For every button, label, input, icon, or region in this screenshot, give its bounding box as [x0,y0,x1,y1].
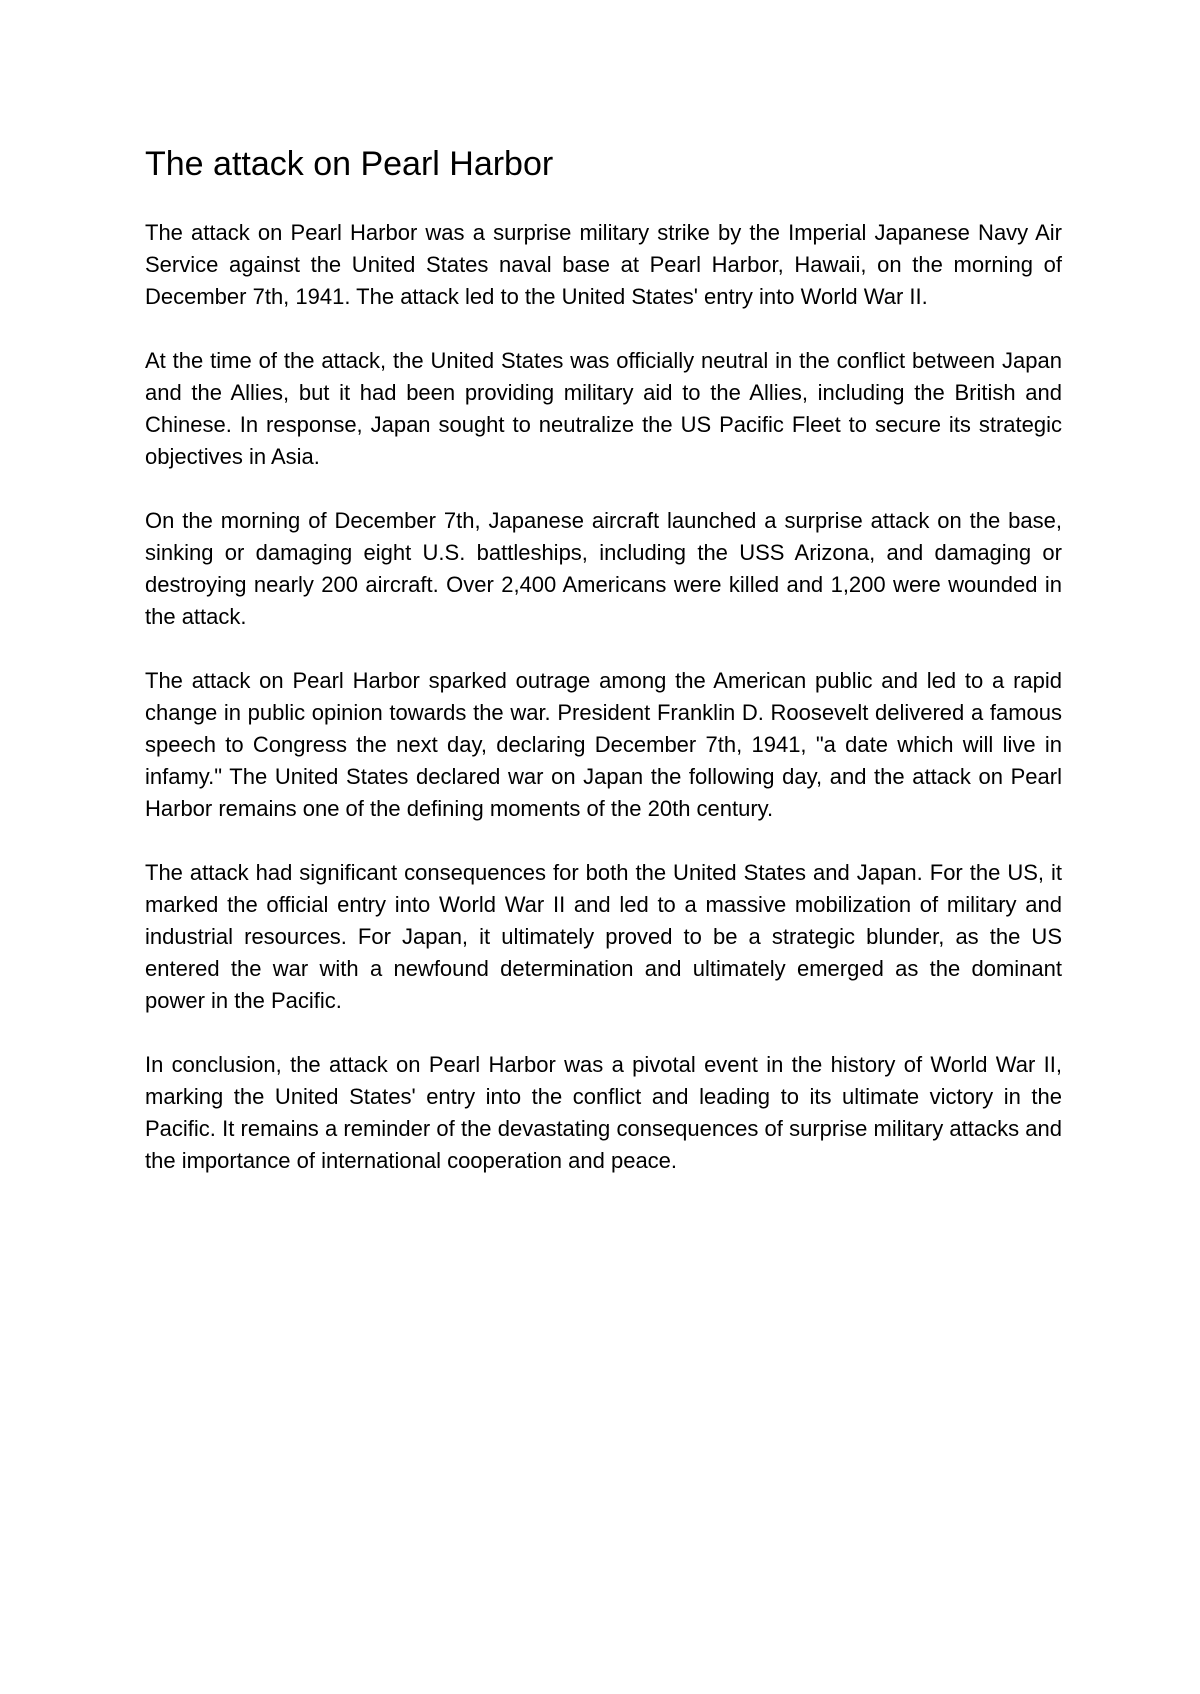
document-title: The attack on Pearl Harbor [145,145,554,183]
paragraph-intro: The attack on Pearl Harbor was a surprise military strike by the Imperial Japanese Navy Air Service against the United States naval base at Pearl Harbor, Hawaii, on the morning of December 7th, 1941. The attack led to the United States' entry into World War II. [145,220,1062,309]
document-body [145,217,1062,1177]
paragraph-conclusion: In conclusion, the attack on Pearl Harbor was a pivotal event in the history of World War II, marking the United States' entry into the conflict and leading to its ultimate victory in the Pacific. It remains a reminder of the devastating consequences of surprise military attacks and the importance of international cooperation and peace. [145,1052,1062,1173]
paragraph-consequences: The attack had significant consequences for both the United States and Japan. For the US, it marked the official entry into World War II and led to a massive mobilization of military and industrial resources. For Japan, it ultimately proved to be a strategic blunder, as the US entered the war with a newfound determination and ultimately emerged as the dominant power in the Pacific. [145,860,1062,1013]
paragraph-background: At the time of the attack, the United States was officially neutral in the conflict between Japan and the Allies, but it had been providing military aid to the Allies, including the British and Chinese. In response, Japan sought to neutralize the US Pacific Fleet to secure its strategic objectives in Asia. [145,348,1062,469]
document-page [145,142,1062,1209]
paragraph-attack-details: On the morning of December 7th, Japanese aircraft launched a surprise attack on the base, sinking or damaging eight U.S. battleships, including the USS Arizona, and damaging or destroying nearly 200 aircraft. Over 2,400 Americans were killed and 1,200 were wounded in the attack. [145,508,1062,629]
paragraph-public-reaction: The attack on Pearl Harbor sparked outrage among the American public and led to a rapid change in public opinion towards the war. President Franklin D. Roosevelt delivered a famous speech to Congress the next day, declaring December 7th, 1941, "a date which will live in infamy." The United States declared war on Japan the following day, and the attack on Pearl Harbor remains one of the defining moments of the 20th century. [145,668,1062,821]
